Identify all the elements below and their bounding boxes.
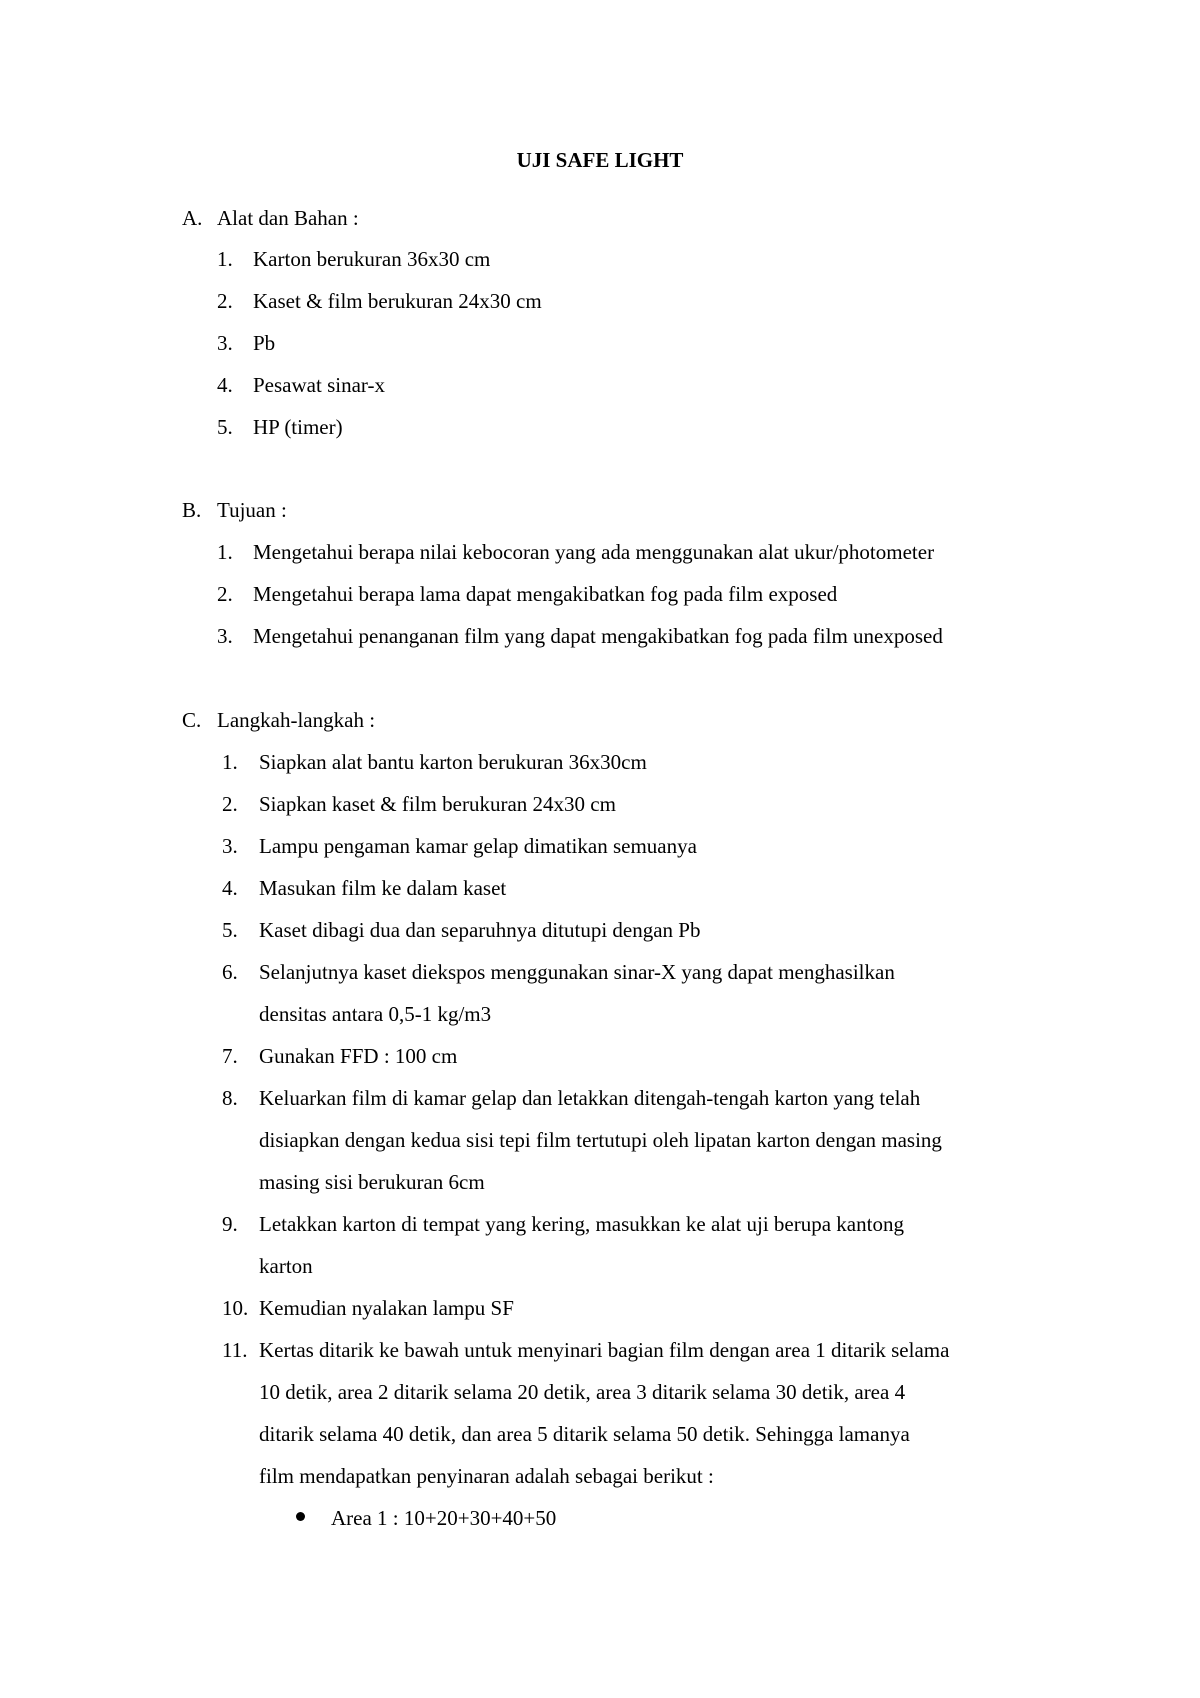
list-item: Gunakan FFD : 100 cm [259,1044,458,1068]
list-item-number: 2. [217,289,233,313]
list-item-number: 7. [222,1044,238,1068]
list-item-number: 1. [217,247,233,271]
list-item: HP (timer) [253,415,343,439]
list-item-number: 4. [217,373,233,397]
list-item-number: 1. [222,750,238,774]
list-item-number: 9. [222,1212,238,1236]
list-item: Karton berukuran 36x30 cm [253,247,491,271]
list-item-number: 2. [222,792,238,816]
list-item: Siapkan kaset & film berukuran 24x30 cm [259,792,616,816]
list-item-continuation: disiapkan dengan kedua sisi tepi film tertutupi oleh lipatan karton dengan masing [259,1128,942,1152]
section-a-heading: Alat dan Bahan : [217,206,359,230]
list-item: Pesawat sinar-x [253,373,385,397]
list-item-number: 3. [222,834,238,858]
list-item-number: 5. [217,415,233,439]
list-item: Mengetahui berapa nilai kebocoran yang ada menggunakan alat ukur/photometer [253,540,935,564]
list-item-number: 11. [222,1338,248,1362]
list-item: Selanjutnya kaset diekspos menggunakan sinar-X yang dapat menghasilkan [259,960,895,984]
list-item: Kertas ditarik ke bawah untuk menyinari bagian film dengan area 1 ditarik selama [259,1338,950,1362]
section-c-heading: Langkah-langkah : [217,708,376,732]
list-item: Keluarkan film di kamar gelap dan letakkan ditengah-tengah karton yang telah [259,1086,921,1110]
list-item-number: 10. [222,1296,249,1320]
list-item: Kemudian nyalakan lampu SF [259,1296,514,1320]
list-item: Lampu pengaman kamar gelap dimatikan semuanya [259,834,697,858]
list-item-number: 6. [222,960,238,984]
list-item: Letakkan karton di tempat yang kering, masukkan ke alat uji berupa kantong [259,1212,904,1236]
list-item-number: 2. [217,582,233,606]
list-item-continuation: ditarik selama 40 detik, dan area 5 ditarik selama 50 detik. Sehingga lamanya [259,1422,910,1446]
list-item-continuation: film mendapatkan penyinaran adalah sebagai berikut : [259,1464,714,1488]
section-b-marker: B. [182,498,202,522]
document-title: UJI SAFE LIGHT [516,148,684,172]
list-item-number: 4. [222,876,238,900]
list-item-continuation: densitas antara 0,5-1 kg/m3 [259,1002,492,1026]
list-item-number: 8. [222,1086,238,1110]
bullet-icon [296,1512,305,1521]
bullet-item: Area 1 : 10+20+30+40+50 [331,1506,557,1530]
list-item-number: 3. [217,624,233,648]
list-item: Mengetahui berapa lama dapat mengakibatkan fog pada film exposed [253,582,838,606]
list-item-continuation: masing sisi berukuran 6cm [259,1170,485,1194]
section-c-marker: C. [182,708,202,732]
list-item: Mengetahui penanganan film yang dapat mengakibatkan fog pada film unexposed [253,624,943,648]
list-item: Masukan film ke dalam kaset [259,876,507,900]
list-item: Siapkan alat bantu karton berukuran 36x30cm [259,750,647,774]
list-item: Pb [253,331,276,355]
list-item-continuation: 10 detik, area 2 ditarik selama 20 detik, area 3 ditarik selama 30 detik, area 4 [259,1380,906,1404]
section-b-heading: Tujuan : [217,498,287,522]
list-item-number: 1. [217,540,233,564]
list-item-number: 5. [222,918,238,942]
list-item: Kaset & film berukuran 24x30 cm [253,289,542,313]
list-item: Kaset dibagi dua dan separuhnya ditutupi dengan Pb [259,918,701,942]
list-item-continuation: karton [259,1254,313,1278]
section-a-marker: A. [182,206,203,230]
list-item-number: 3. [217,331,233,355]
